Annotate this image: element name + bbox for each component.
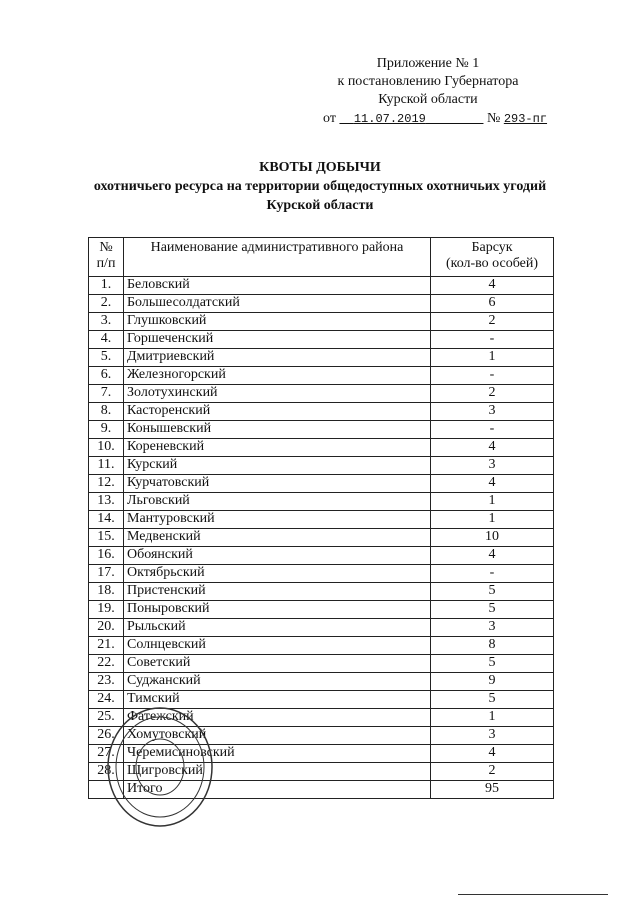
badger-quota: 4 [431,547,554,565]
row-number: 27. [89,745,124,763]
table-row [89,367,554,385]
badger-quota: 9 [431,673,554,691]
table-row [89,655,554,673]
table-row [89,493,554,511]
table-row [89,583,554,601]
row-number: 2. [89,295,124,313]
badger-quota: 3 [431,403,554,421]
table-row [89,403,554,421]
badger-quota: 6 [431,295,554,313]
district-name: Медвенский [124,529,431,547]
footer-rule [458,894,608,895]
district-name: Октябрьский [124,565,431,583]
district-name: Поныровский [124,601,431,619]
row-number: 13. [89,493,124,511]
badger-quota: 5 [431,691,554,709]
badger-quota: 1 [431,349,554,367]
badger-quota: - [431,367,554,385]
row-number: 3. [89,313,124,331]
row-number: 18. [89,583,124,601]
badger-quota: 1 [431,493,554,511]
table-row [89,349,554,367]
row-number: 23. [89,673,124,691]
badger-quota: 8 [431,637,554,655]
row-number: 28. [89,763,124,781]
district-name: Золотухинский [124,385,431,403]
table-row [89,421,554,439]
badger-quota: 4 [431,439,554,457]
total-label: Итого [124,781,431,799]
table-header-row [89,238,554,277]
table-row [89,295,554,313]
table-row [89,475,554,493]
district-name: Рыльский [124,619,431,637]
row-number: 10. [89,439,124,457]
row-number: 4. [89,331,124,349]
document-title [60,158,580,215]
district-name: Льговский [124,493,431,511]
table-row [89,439,554,457]
appendix-title: Приложение № 1 [376,56,480,71]
table-row [89,529,554,547]
table-row [89,277,554,295]
row-number: 6. [89,367,124,385]
table-row [89,673,554,691]
badger-quota: 5 [431,583,554,601]
table-row [89,547,554,565]
appendix-header [318,55,538,109]
badger-quota: 2 [431,385,554,403]
badger-quota: 2 [431,313,554,331]
row-number: 15. [89,529,124,547]
table-row [89,601,554,619]
district-name: Черемисиновский [124,745,431,763]
table-row [89,385,554,403]
official-seal-stamp [105,705,215,830]
district-name: Большесолдатский [124,295,431,313]
district-name: Тимский [124,691,431,709]
row-number: 26. [89,727,124,745]
badger-quota: 3 [431,727,554,745]
order-date: 11.07.2019 [353,112,426,126]
appendix-region: Курской области [378,92,478,107]
title-subtitle: охотничьего ресурса на территории общедоступных охотничьих угодий [93,179,547,194]
district-name: Беловский [124,277,431,295]
table-row [89,619,554,637]
header-value: Барсук (кол-во особей) [431,238,554,277]
table-row [89,457,554,475]
total-value: 95 [431,781,554,799]
district-name: Мантуровский [124,511,431,529]
row-number: 24. [89,691,124,709]
row-number: 20. [89,619,124,637]
district-name: Пристенский [124,583,431,601]
district-name: Глушковский [124,313,431,331]
title-region: Курской области [266,198,374,213]
row-number: 12. [89,475,124,493]
district-name: Солнцевский [124,637,431,655]
badger-quota: 4 [431,745,554,763]
badger-quota: - [431,331,554,349]
badger-quota: 4 [431,475,554,493]
district-name: Горшеченский [124,331,431,349]
badger-quota: 1 [431,511,554,529]
row-number: 22. [89,655,124,673]
row-number: 19. [89,601,124,619]
row-number: 17. [89,565,124,583]
district-name: Щигровский [124,763,431,781]
district-name: Обоянский [124,547,431,565]
district-name: Хомутовский [124,727,431,745]
badger-quota: 2 [431,763,554,781]
table-row [89,313,554,331]
row-number: 5. [89,349,124,367]
title-main: КВОТЫ ДОБЫЧИ [259,160,381,175]
table-row [89,511,554,529]
table-row [89,331,554,349]
district-name: Курчатовский [124,475,431,493]
table-row [89,565,554,583]
badger-quota: 5 [431,655,554,673]
badger-quota: 4 [431,277,554,295]
badger-quota: 5 [431,601,554,619]
district-name: Суджанский [124,673,431,691]
district-name: Кореневский [124,439,431,457]
row-number: 7. [89,385,124,403]
order-number: 293-пг [503,112,548,126]
row-number: 8. [89,403,124,421]
badger-quota: - [431,565,554,583]
row-number: 1. [89,277,124,295]
badger-quota: - [431,421,554,439]
badger-quota: 1 [431,709,554,727]
district-name: Советский [124,655,431,673]
number-prefix: № [486,111,501,126]
district-name: Конышевский [124,421,431,439]
order-date-number [323,110,603,128]
district-name: Фатежский [124,709,431,727]
row-number: 25. [89,709,124,727]
header-number: № п/п [89,238,124,277]
badger-quota: 3 [431,619,554,637]
table-row [89,637,554,655]
row-number: 16. [89,547,124,565]
row-number: 14. [89,511,124,529]
badger-quota: 3 [431,457,554,475]
district-name: Дмитриевский [124,349,431,367]
district-name: Железногорский [124,367,431,385]
date-prefix: от [323,111,336,126]
district-name: Касторенский [124,403,431,421]
row-number: 21. [89,637,124,655]
badger-quota: 10 [431,529,554,547]
appendix-decree: к постановлению Губернатора [337,74,519,89]
header-district: Наименование административного района [124,238,431,277]
row-number: 11. [89,457,124,475]
district-name: Курский [124,457,431,475]
row-number: 9. [89,421,124,439]
